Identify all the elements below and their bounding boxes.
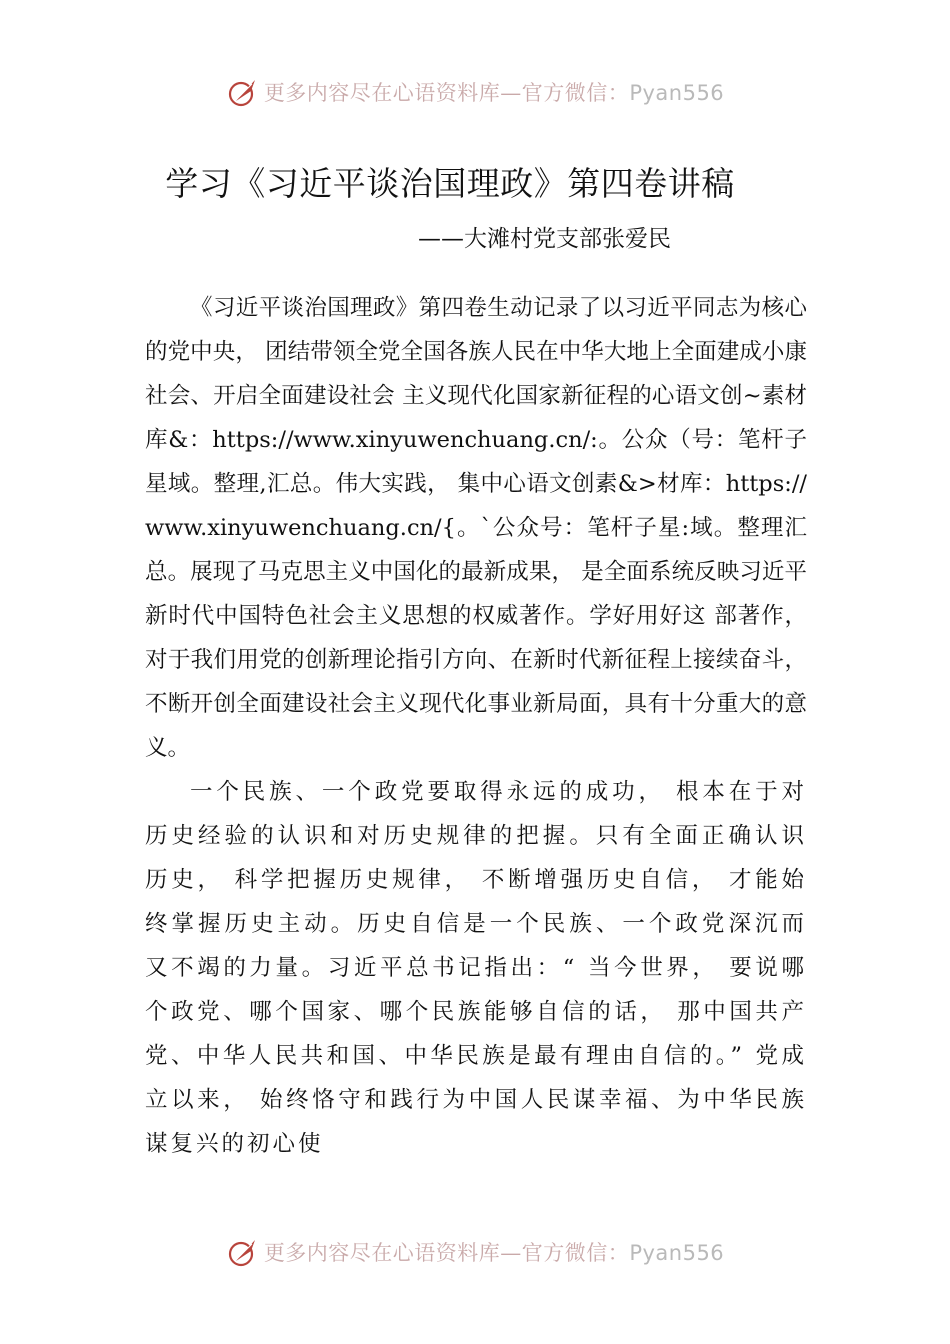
header-watermark [0,72,950,112]
wechat-id: Pyan556 [629,1241,725,1265]
document-body [145,286,807,1166]
quill-logo-icon [226,75,260,109]
paragraph: 《习近平谈治国理政》第四卷生动记录了以习近平同志为核心的党中央， 团结带领全党全国各族人民在中华大地上全面建成小康社会、开启全面建设社会 主义现代化国家新征程的心语文创~素材库&：https://www.xinyuwenchuang.cn/:。公众（号：笔杆子星域。整理,汇总。伟大实践， 集中心语文创素&>材库：https://www.xinyuwenchuang.cn/{。`公众号：笔杆子星:域。整理汇总。展现了马克思主义中国化的最新成果， 是全面系统反映习近平新时代中国特色社会主义思想的权威著作。学好用好这 部著作， 对于我们用党的创新理论指引方向、在新时代新征程上接续奋斗， 不断开创全面建设社会主义现代化事业新局面，具有十分重大的意义。 [145,295,807,761]
footer-watermark [0,1232,950,1272]
wechat-id: Pyan556 [629,81,725,105]
document-title: 学习《习近平谈治国理政》第四卷讲稿 [165,164,735,203]
quill-logo-icon [226,1235,260,1269]
paragraph: 一个民族、一个政党要取得永远的成功， 根本在于对历史经验的认识和对历史规律的把握。只有全面正确认识历史， 科学把握历史规律， 不断增强历史自信， 才能始终掌握历史主动。历史自信是一个民族、一个政党深沉而又不竭的力量。习近平总书记指出：“ 当今世界， 要说哪个政党、哪个国家、哪个民族能够自信的话， 那中国共产党、中华人民共和国、中华民族是最有理由自信的。” 党成立以来， 始终恪守和践行为中国人民谋幸福、为中华民族谋复兴的初心使 [145,779,807,1157]
watermark-text: 更多内容尽在心语资料库—官方微信：Pyan556 [263,1241,725,1265]
watermark-text: 更多内容尽在心语资料库—官方微信：Pyan556 [263,81,725,105]
document-author: ——大滩村党支部张爱民 [418,226,671,252]
